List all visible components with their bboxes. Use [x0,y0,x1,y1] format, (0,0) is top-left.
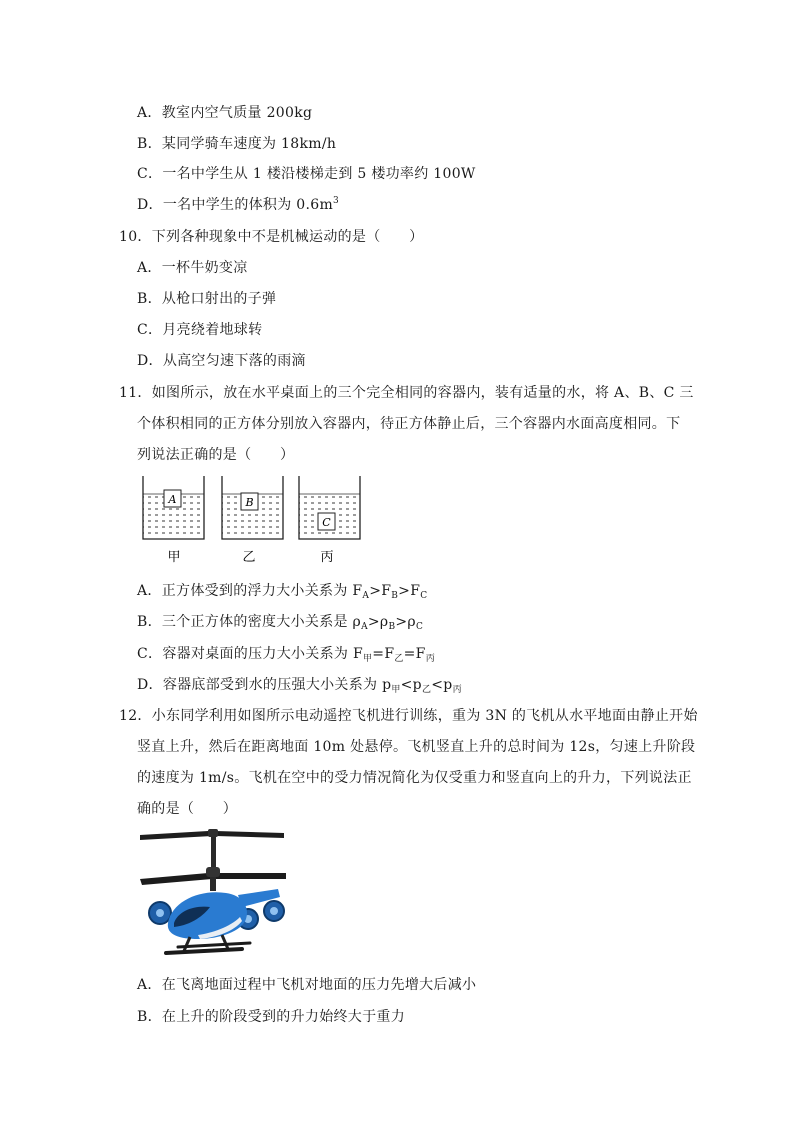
lower-rotor [140,867,286,891]
option-text: 一名中学生的体积为 0.6m [162,197,334,213]
q12-option-b [137,1007,405,1027]
upper-rotor [140,829,284,867]
option-text: 三个正方体的密度大小关系是 [161,614,353,630]
rho-symbol: ρ [407,614,416,630]
option-text: 教室内空气质量 200kg [161,105,313,121]
q10-option-b [137,289,276,309]
option-text: 在飞离地面过程中飞机对地面的压力先增大后减小 [161,977,477,993]
option-label: B． [137,136,162,152]
option-label: D． [137,677,163,693]
option-text: > [367,614,380,630]
subscript: 甲 [391,685,401,695]
q11-stem-line-2: 个体积相同的正方体分别放入容器内，待正方体静止后，三个容器内水面高度相同。下 [137,416,681,432]
option-label: D． [137,197,163,213]
q11-option-a [137,581,427,601]
option-text: >F [369,583,392,599]
q9-option-c [137,164,476,184]
subscript: 丙 [452,685,462,695]
subscript: C [420,591,428,601]
cube-label: B [245,496,254,509]
subscript: 甲 [362,654,373,664]
subscript: A [362,591,370,601]
option-text: 从高空匀速下落的雨滴 [162,353,306,369]
container-jia [143,476,204,565]
option-label: A． [137,260,162,276]
subscript: 乙 [421,685,432,695]
q10-option-a [137,258,248,278]
option-label: B． [137,614,162,630]
container-yi [222,476,283,565]
q11-stem-line-3: 列说法正确的是（ ） [137,447,295,463]
subscript: B [391,591,399,601]
option-text: 在上升的阶段受到的升力始终大于重力 [161,1009,405,1025]
option-label: B． [137,1009,162,1025]
q11-stem-line-1: 11．如图所示，放在水平桌面上的三个完全相同的容器内，装有适量的水，将 A、B、C 三 [119,385,694,401]
cube-label: A [168,493,177,506]
container-caption: 甲 [167,550,181,565]
q11-option-d [137,675,462,695]
option-text: 正方体受到的浮力大小关系为 F [161,583,363,599]
option-label: A． [137,105,162,121]
q9-option-b [137,134,336,154]
q11-containers-figure [140,476,365,568]
subscript: A [361,622,368,632]
q12-stem-line-4: 确的是（ ） [137,801,238,817]
option-label: A． [137,977,162,993]
option-text: 容器对桌面的压力大小关系为 F [162,646,363,662]
option-text: 从枪口射出的子弹 [161,291,277,307]
subscript: B [388,622,396,632]
container-caption: 乙 [242,550,256,565]
option-label: A． [137,583,162,599]
container-caption: 丙 [320,550,334,565]
option-text: <p [431,677,453,693]
option-text: > [395,614,408,630]
subscript: 乙 [394,654,404,664]
q12-stem-line-1: 12．小东同学利用如图所示电动遥控飞机进行训练，重为 3N 的飞机从水平地面由静止开始 [119,708,698,724]
rho-symbol: ρ [379,614,389,630]
q12-option-a [137,975,476,995]
option-text: >F [398,583,421,599]
option-label: B． [137,291,162,307]
q12-stem-line-3: 的速度为 1m/s。飞机在空中的受力情况简化为仅受重力和竖直向上的升力，下列说法正 [137,770,692,786]
superscript: 3 [333,196,340,206]
q10-option-c [137,320,262,340]
option-text: 一杯牛奶变凉 [161,260,248,276]
q10-stem: 10．下列各种现象中不是机械运动的是（ ） [119,229,424,245]
option-text: =F [372,646,395,662]
subscript: 丙 [425,654,436,664]
option-text: 一名中学生从 1 楼沿楼梯走到 5 楼功率约 100W [162,166,476,182]
q12-stem-line-2: 竖直上升，然后在距离地面 10m 处悬停。飞机竖直上升的总时间为 12s，匀速上升阶段 [137,739,696,755]
q9-option-a [137,103,312,123]
container-bing [299,476,360,565]
option-text: 月亮绕着地球转 [162,322,263,338]
q10-option-d [137,351,306,371]
option-label: C． [137,646,163,662]
q11-option-c [137,644,435,664]
option-text: <p [400,677,422,693]
option-label: C． [137,322,163,338]
q9-option-d [137,195,339,215]
helicopter-image [138,827,290,961]
rho-symbol: ρ [352,614,362,630]
option-label: C． [137,166,163,182]
option-text: 某同学骑车速度为 18km/h [161,136,337,152]
option-label: D． [137,353,163,369]
q11-option-b [137,612,423,632]
option-text: =F [403,646,426,662]
option-text: 容器底部受到水的压强大小关系为 p [162,677,392,693]
subscript: C [415,622,424,632]
cube-label: C [322,516,331,529]
